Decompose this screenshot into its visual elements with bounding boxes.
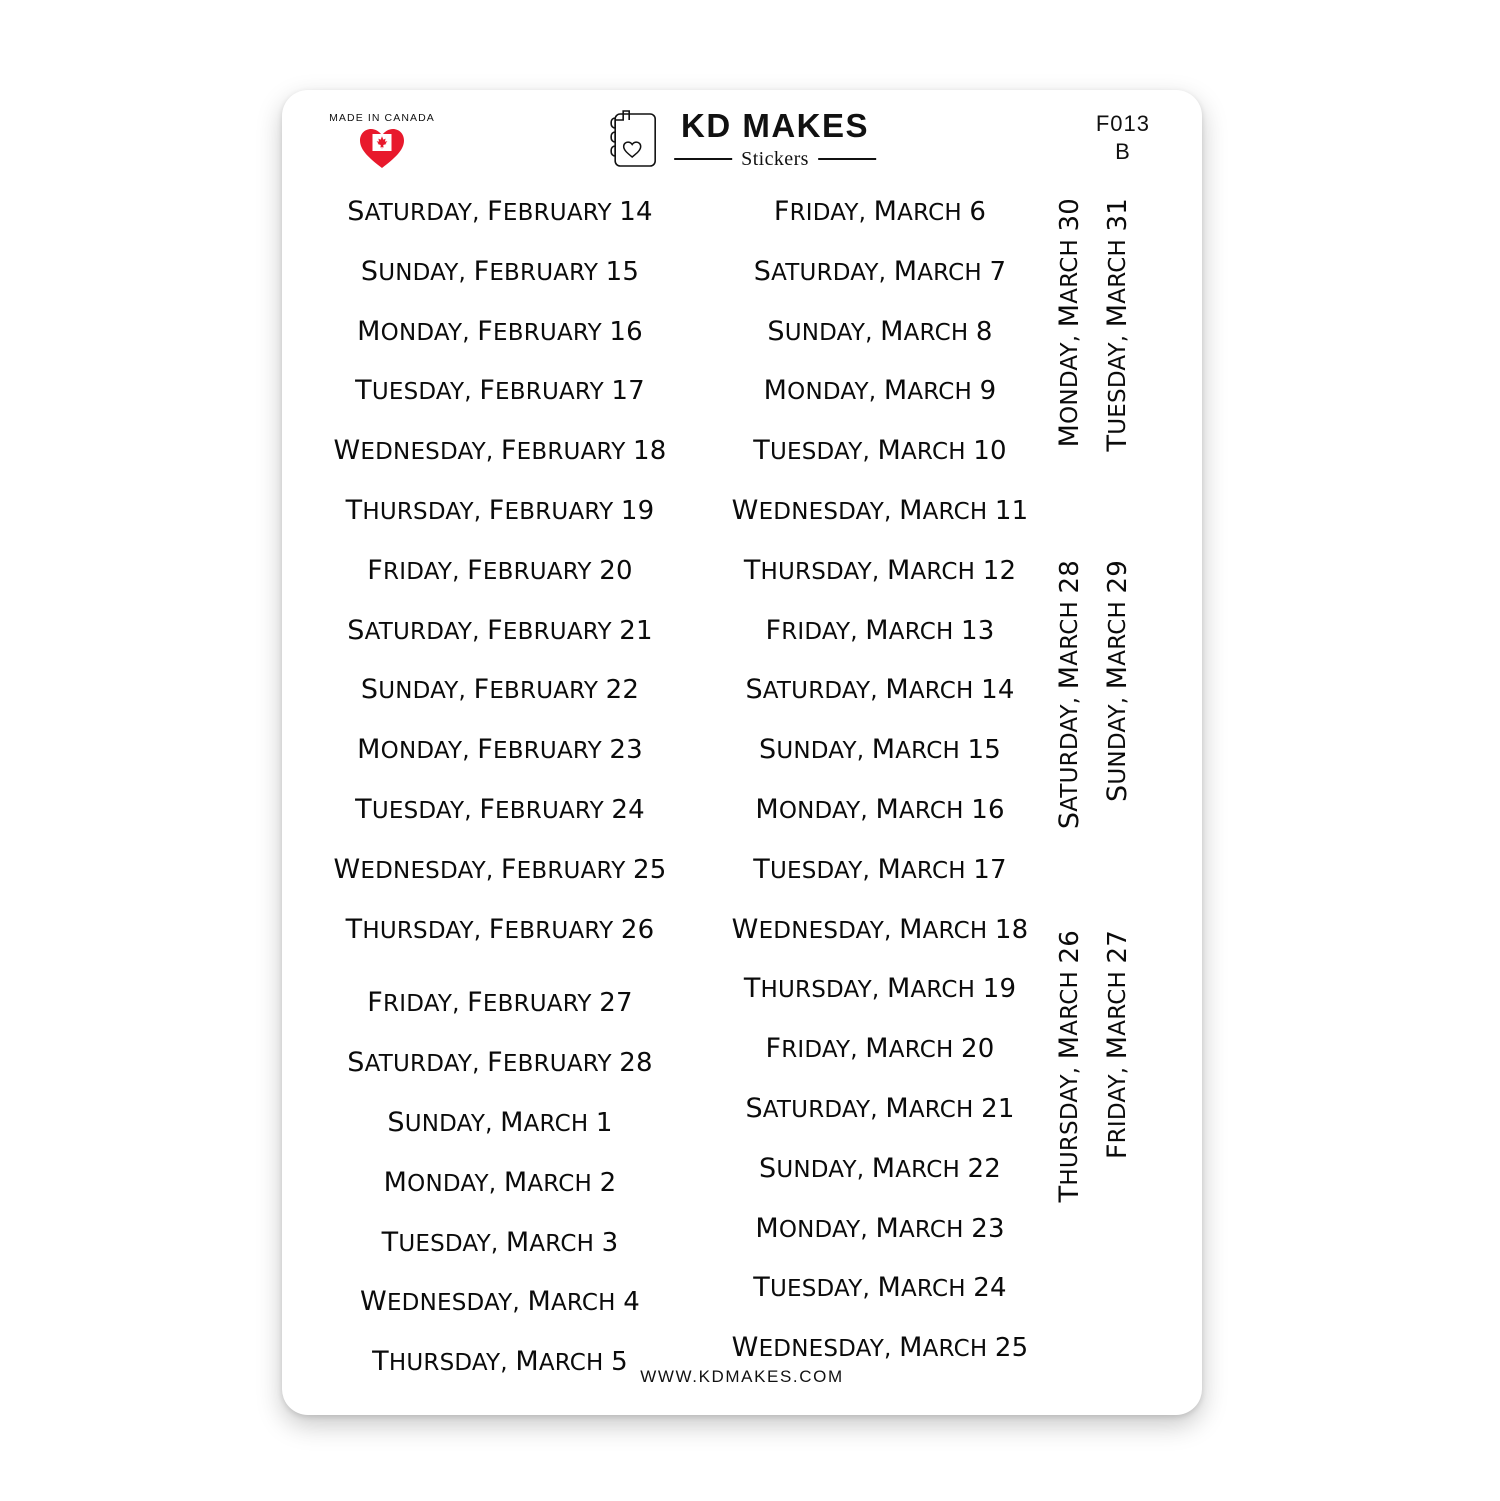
- date-sticker[interactable]: SATURDAY, FEBRUARY 21: [347, 614, 653, 646]
- date-sticker-vertical[interactable]: MONDAY, MARCH 30: [1054, 198, 1085, 448]
- date-sticker[interactable]: SUNDAY, FEBRUARY 22: [360, 674, 640, 706]
- date-sticker[interactable]: SUNDAY, MARCH 1: [387, 1107, 613, 1138]
- date-sticker[interactable]: SATURDAY, FEBRUARY 28: [347, 1047, 653, 1079]
- date-sticker[interactable]: TUESDAY, MARCH 3: [381, 1226, 619, 1258]
- date-sticker[interactable]: TUESDAY, MARCH 24: [753, 1272, 1007, 1304]
- footer-url: WWW.KDMAKES.COM: [640, 1367, 844, 1386]
- brand-rule-left: [674, 158, 732, 160]
- date-sticker[interactable]: THURSDAY, FEBRUARY 19: [345, 495, 655, 526]
- canada-heart-flag-icon: [359, 127, 405, 169]
- date-sticker[interactable]: SUNDAY, MARCH 22: [759, 1152, 1001, 1184]
- date-sticker[interactable]: SUNDAY, MARCH 15: [759, 734, 1001, 766]
- date-sticker[interactable]: THURSDAY, MARCH 19: [743, 973, 1017, 1005]
- date-sticker[interactable]: WEDNESDAY, FEBRUARY 25: [333, 853, 667, 885]
- date-sticker[interactable]: FRIDAY, MARCH 20: [765, 1033, 995, 1065]
- date-sticker[interactable]: TUESDAY, MARCH 10: [753, 435, 1007, 467]
- made-in-canada-label: MADE IN CANADA: [329, 112, 435, 124]
- date-sticker[interactable]: WEDNESDAY, MARCH 25: [731, 1332, 1029, 1364]
- date-sticker[interactable]: FRIDAY, FEBRUARY 27: [367, 987, 633, 1019]
- date-sticker[interactable]: WEDNESDAY, MARCH 18: [731, 913, 1029, 945]
- date-sticker[interactable]: WEDNESDAY, MARCH 4: [360, 1286, 640, 1318]
- date-sticker[interactable]: MONDAY, MARCH 16: [755, 794, 1005, 825]
- sticker-sheet: [282, 90, 1202, 1415]
- date-sticker-vertical[interactable]: TUESDAY, MARCH 31: [1102, 198, 1133, 452]
- date-sticker[interactable]: MONDAY, MARCH 23: [755, 1212, 1005, 1244]
- date-sticker[interactable]: THURSDAY, FEBRUARY 26: [345, 913, 655, 945]
- date-sticker[interactable]: FRIDAY, FEBRUARY 20: [367, 554, 633, 586]
- date-sticker[interactable]: THURSDAY, MARCH 5: [372, 1346, 628, 1378]
- date-sticker[interactable]: SATURDAY, MARCH 14: [745, 674, 1015, 706]
- brand-subtitle: Stickers: [741, 148, 809, 170]
- made-in-canada-badge: [322, 112, 442, 169]
- date-sticker[interactable]: WEDNESDAY, MARCH 11: [731, 495, 1029, 526]
- date-column-side: [1050, 90, 1180, 1415]
- date-sticker[interactable]: TUESDAY, FEBRUARY 17: [355, 375, 645, 407]
- sku-variant: B: [1115, 138, 1131, 164]
- date-sticker-vertical[interactable]: FRIDAY, MARCH 27: [1102, 930, 1133, 1160]
- sku-code: F013: [1095, 111, 1150, 136]
- date-sticker[interactable]: FRIDAY, MARCH 6: [773, 196, 987, 227]
- planner-heart-icon: [608, 108, 660, 170]
- brand-lockup: [608, 108, 876, 170]
- date-sticker-vertical[interactable]: THURSDAY, MARCH 26: [1054, 930, 1085, 1203]
- date-sticker[interactable]: MONDAY, FEBRUARY 16: [357, 315, 643, 347]
- date-sticker[interactable]: WEDNESDAY, FEBRUARY 18: [333, 435, 667, 467]
- date-sticker[interactable]: SATURDAY, FEBRUARY 14: [347, 196, 653, 227]
- brand-name: KD MAKES: [680, 107, 870, 144]
- date-sticker[interactable]: SUNDAY, FEBRUARY 15: [360, 255, 640, 287]
- date-sticker[interactable]: SATURDAY, MARCH 7: [753, 255, 1007, 287]
- date-sticker[interactable]: FRIDAY, MARCH 13: [765, 614, 995, 646]
- date-sticker-vertical[interactable]: SUNDAY, MARCH 29: [1102, 560, 1133, 802]
- date-sticker[interactable]: TUESDAY, MARCH 17: [753, 853, 1007, 885]
- date-sticker-vertical[interactable]: SATURDAY, MARCH 28: [1054, 560, 1085, 830]
- date-sticker[interactable]: THURSDAY, MARCH 12: [743, 554, 1017, 586]
- date-sticker[interactable]: SATURDAY, MARCH 21: [745, 1093, 1015, 1124]
- date-sticker[interactable]: MONDAY, MARCH 9: [763, 375, 997, 407]
- date-sticker[interactable]: MONDAY, FEBRUARY 23: [357, 734, 643, 766]
- brand-rule-right: [818, 158, 876, 160]
- date-sticker[interactable]: SUNDAY, MARCH 8: [767, 315, 993, 347]
- date-sticker[interactable]: MONDAY, MARCH 2: [383, 1166, 617, 1198]
- date-sticker[interactable]: TUESDAY, FEBRUARY 24: [355, 794, 645, 825]
